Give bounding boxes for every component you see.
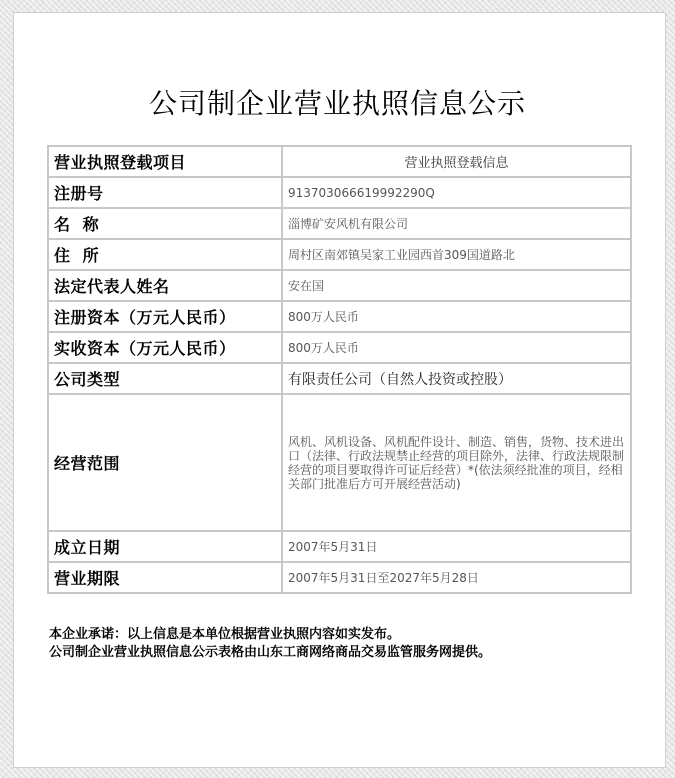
header-item-label: 营业执照登载项目 — [48, 146, 282, 177]
table-row — [48, 208, 631, 239]
page-title: 公司制企业营业执照信息公示 — [148, 86, 526, 120]
license-info-table — [47, 145, 632, 594]
table-header-row — [48, 146, 631, 177]
row-label-paid-in-capital: 实收资本（万元人民币） — [48, 332, 282, 363]
row-value-establishment-date: 2007年5月31日 — [282, 531, 631, 562]
table-row — [48, 394, 631, 531]
row-value-company-type: 有限责任公司（自然人投资或控股） — [282, 363, 631, 394]
row-label-address: 住 所 — [48, 239, 282, 270]
table-row — [48, 301, 631, 332]
row-label-registered-capital: 注册资本（万元人民币） — [48, 301, 282, 332]
provider-line: 公司制企业营业执照信息公示表格由山东工商网络商品交易监管服务网提供。 — [49, 645, 492, 660]
row-value-name: 淄博矿安风机有限公司 — [282, 208, 631, 239]
row-value-registration-number: 913703066619992290Q — [282, 177, 631, 208]
table-row — [48, 363, 631, 394]
row-label-company-type: 公司类型 — [48, 363, 282, 394]
table-row — [48, 270, 631, 301]
row-label-business-scope: 经营范围 — [48, 394, 282, 531]
row-label-business-term: 营业期限 — [48, 562, 282, 593]
row-value-address: 周村区南郊镇吴家工业园西首309国道路北 — [282, 239, 631, 270]
row-value-legal-representative: 安在国 — [282, 270, 631, 301]
row-value-registered-capital: 800万人民币 — [282, 301, 631, 332]
header-info-label: 营业执照登载信息 — [282, 146, 631, 177]
table-row — [48, 239, 631, 270]
row-label-name: 名 称 — [48, 208, 282, 239]
table-row — [48, 531, 631, 562]
row-value-business-term: 2007年5月31日至2027年5月28日 — [282, 562, 631, 593]
row-label-registration-number: 注册号 — [48, 177, 282, 208]
table-row — [48, 177, 631, 208]
row-value-business-scope: 风机、风机设备、风机配件设计、制造、销售，货物、技术进出口（法律、行政法规禁止经营的项目除外，法律、行政法规限制经营的项目要取得许可证后经营）*(依法须经批准的项目，经相关部门批准后方可开展经营活动) — [282, 394, 631, 531]
commitment-notes — [49, 626, 649, 662]
row-label-establishment-date: 成立日期 — [48, 531, 282, 562]
commitment-line: 本企业承诺：以上信息是本单位根据营业执照内容如实发布。 — [49, 627, 401, 642]
table-row — [48, 332, 631, 363]
table-row — [48, 562, 631, 593]
row-value-paid-in-capital: 800万人民币 — [282, 332, 631, 363]
row-label-legal-representative: 法定代表人姓名 — [48, 270, 282, 301]
